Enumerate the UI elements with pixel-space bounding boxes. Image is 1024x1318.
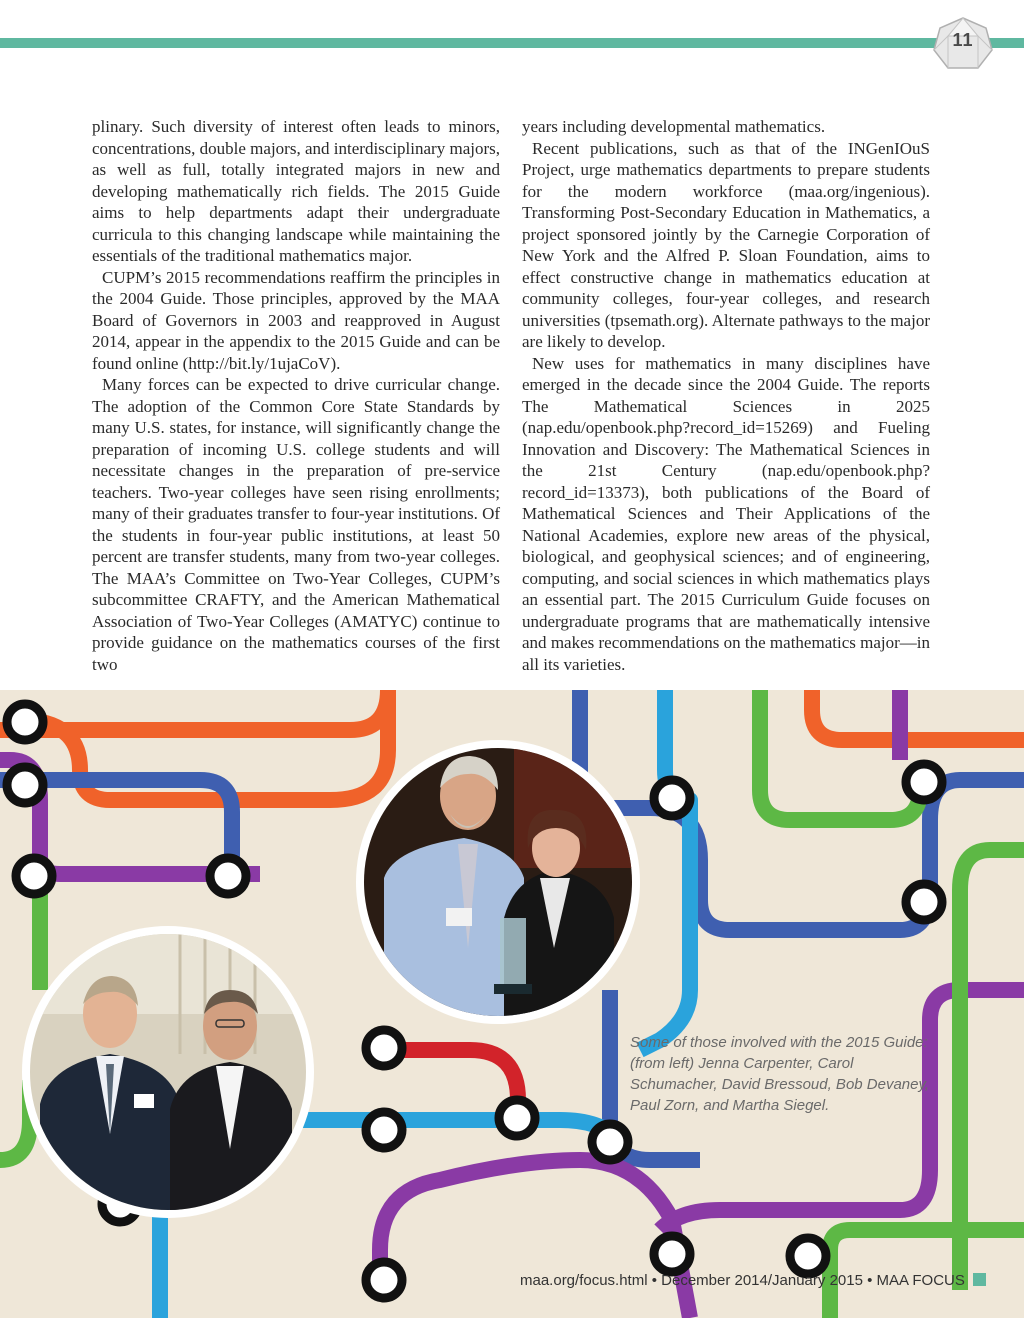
orange-line-right <box>812 690 1024 740</box>
page-footer <box>520 1272 1020 1289</box>
photo-zorn-siegel <box>356 740 640 1024</box>
left-paragraph-2: CUPM’s 2015 recommendations reaffirm the principles in the 2004 Guide. Those principles, approved by the MAA Board of Governors in 2003 and reapproved in August 2014, appear in the appendix to the 2015 Guide and can be found online (http://bit.ly/1ujaCoV). <box>92 267 500 373</box>
right-paragraph-3: New uses for mathematics in many disciplines have emerged in the decade since the 2004 Guide. The reports The Mathematical Sciences in 2025 (nap.edu/openbook.php?record_id=15269) and Fueling Innovation and Discovery: The Mathematical Sciences in the 21st Century (nap.edu/openbook.php?record_id=13373), both publications of the Board of Mathematical Sciences and Their Applications of the National Academies, explore new areas of the physical, biological, and geophysical sciences; and of engineering, computing, and social sciences in which mathematics plays an essential part. The 2015 Curriculum Guide focuses on undergraduate programs that are mathematically intensive and makes recommendations on the mathematics major—in all its varieties. <box>522 353 930 674</box>
photo-bressoud-devaney <box>22 926 314 1218</box>
photo-two-men <box>30 934 306 1210</box>
header-rule <box>0 38 1024 48</box>
subway-map-graphic <box>0 690 1024 1318</box>
photo-man-woman <box>364 748 632 1016</box>
left-paragraph-3: Many forces can be expected to drive curricular change. The adoption of the Common Core State Standards by many U.S. states, for instance, will significantly change the preparation of incoming U.S. college students and will necessitate changes in the preparation of pre-service teachers. Two-year colleges have seen rising enrollments; many of their graduates transfer to four-year institutions. Of the students in four-year public institutions, at least 50 percent are transfer students, many from two-year colleges. The MAA’s Committee on Two-Year Colleges, CUPM’s subcommittee CRAFTY, and the American Mathematical Association of Two-Year Colleges (AMATYC) continue to provide guidance on the mathematics courses of the first two <box>92 375 501 674</box>
cyan-line-middle <box>300 1120 620 1140</box>
left-column <box>92 116 500 675</box>
purple-line-arc <box>380 1160 690 1318</box>
left-paragraph-1: plinary. Such diversity of interest often leads to minors, concentrations, double majors, and interdisciplinary majors, as well as full, totally integrated majors in new and developing mathematically rich fields. The 2015 Guide aims to help departments adapt their undergraduate curricula to this changing landscape while maintaining the essentials of the traditional mathematics major. <box>92 117 500 265</box>
cyan-line-right <box>640 690 690 1050</box>
page-number: 11 <box>952 30 974 50</box>
right-paragraph-2: Recent publications, such as that of the INGenIOuS Project, urge mathematics departments to prepare students for the modern workforce (maa.org/ingenious). Transforming Post-Secondary Education in Mathematics, a project sponsored jointly by the Carnegie Corporation of New York and the Alfred P. Sloan Foundation, aims to effect constructive change in mathematics education at community colleges, four-year colleges, and research universities (tpsemath.org). Alternate pathways to the major are likely to develop. <box>522 138 930 351</box>
right-column <box>522 116 930 675</box>
footer-text: maa.org/focus.html • December 2014/January 2015 • MAA FOCUS <box>520 1272 965 1289</box>
right-paragraph-1: years including developmental mathematics. <box>522 117 826 136</box>
footer-square-icon <box>973 1273 986 1286</box>
figure-caption: Some of those involved with the 2015 Guide: (from left) Jenna Carpenter, Carol Schumacher, David Bressoud, Bob Devaney, Paul Zorn, and Martha Siegel. <box>630 1034 930 1114</box>
